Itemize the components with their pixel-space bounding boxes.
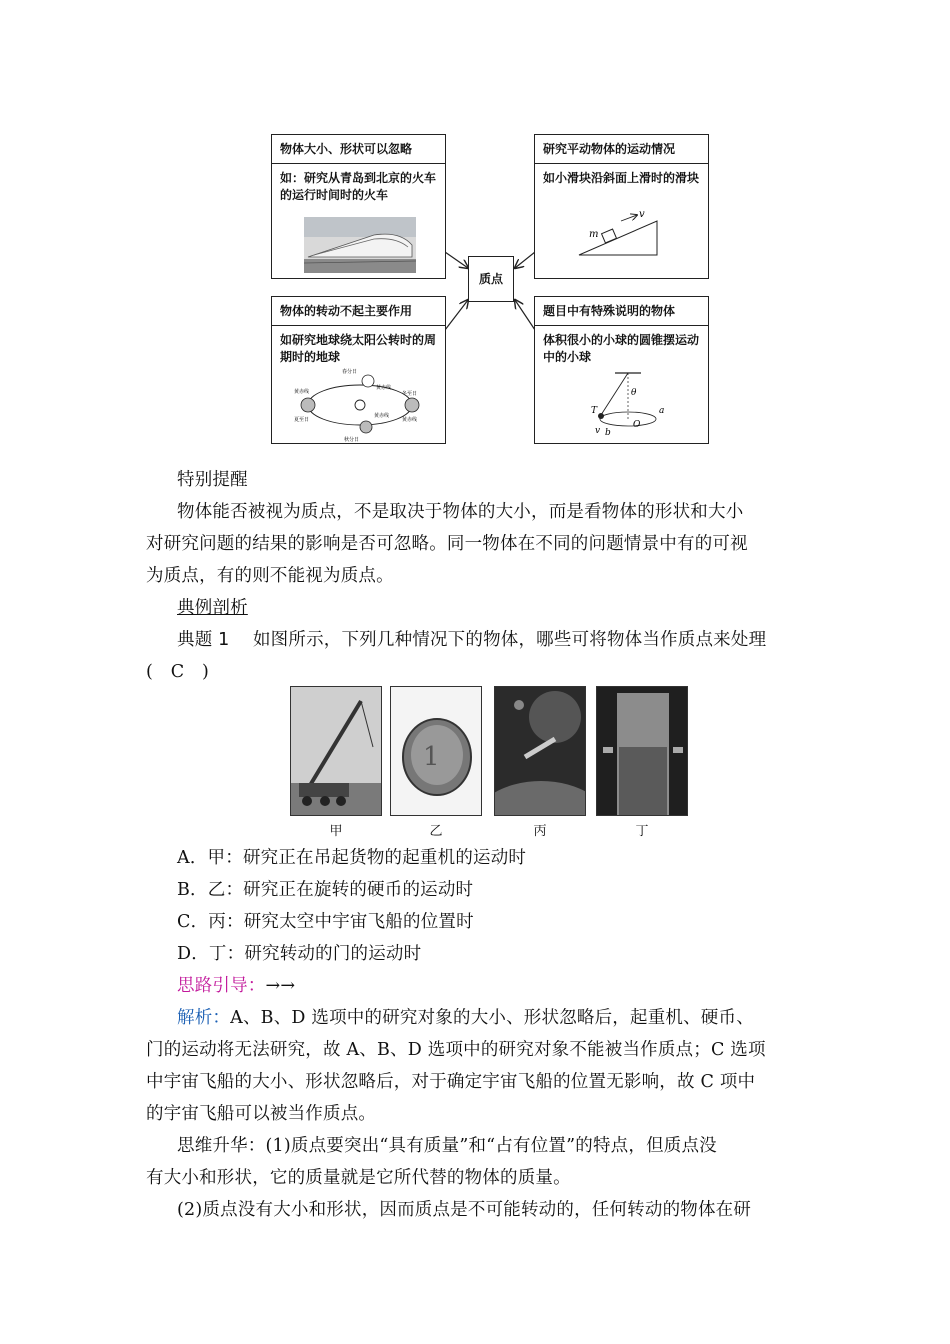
box-translational-motion [534,134,709,279]
orbit-label-3: 冬至日 [402,391,418,397]
box4-desc: 体积很小的小球的圆锥摆运动中的小球 [543,333,700,364]
center-point-mass-box [468,256,514,302]
svg-text:1: 1 [423,742,440,772]
box2-title: 研究平动物体的运动情况 [535,135,708,164]
label-a: a [659,406,665,416]
orbit-label-1: 春分日 [342,369,358,375]
box4-title: 题目中有特殊说明的物体 [535,297,708,326]
box-rotation-negligible [271,296,446,444]
arrow-top-left [445,252,468,268]
center-label: 质点 [478,272,503,286]
analysis-line-3: 中宇宙飞船的大小、形状忽略后，对于确定宇宙飞船的位置无影响，故 C 项中 [146,1072,756,1092]
special-note-heading: 特别提醒 [177,470,248,490]
label-b: b [605,428,611,438]
thinking-guide-text: →→ [265,976,296,996]
arrow-bottom-right [515,300,535,330]
arrow-top-right [515,252,535,268]
box-size-negligible [271,134,446,279]
sublimation-line-1 [177,1130,717,1162]
caption-yi: 乙 [429,824,443,839]
example-label: 典题 1 [177,630,230,650]
label-theta: θ [631,388,637,398]
incline-slider-figure [565,205,695,265]
earth-orbit-figure [292,367,432,443]
analysis-label: 解析： [177,1008,231,1028]
box3-desc: 如研究地球绕太阳公转时的周期时的地球 [280,333,437,364]
option-a: A．甲：研究正在吊起货物的起重机的运动时 [177,848,527,868]
photo-spaceship [494,686,586,816]
caption-ding: 丁 [635,824,649,839]
caption-jia: 甲 [329,824,343,839]
example-question-line [177,624,766,656]
option-b: B．乙：研究正在旋转的硬币的运动时 [177,880,474,900]
orbit-label-2: 黄赤线 [376,385,392,391]
analysis-text-1: A、B、D 选项中的研究对象的大小、形状忽略后，起重机、硬币、 [230,1008,754,1028]
thinking-guide-label: 思路引导： [177,976,266,996]
analysis-line-2: 门的运动将无法研究，故 A、B、D 选项中的研究对象不能被当作质点；C 选项 [146,1040,766,1060]
diagram-connectors [0,0,950,460]
sublimation-line-2: 有大小和形状，它的质量就是它所代替的物体的质量。 [146,1168,571,1188]
label-O: O [633,420,641,430]
label-v: v [595,426,601,436]
thinking-guide [177,970,295,1002]
special-note-line-2: 对研究问题的结果的影响是否可忽略。同一物体在不同的问题情景中有的可视 [146,534,748,554]
conical-pendulum-figure [575,369,685,443]
analysis-line-1 [177,1002,754,1034]
box1-title: 物体大小、形状可以忽略 [272,135,445,164]
box3-title: 物体的转动不起主要作用 [272,297,445,326]
caption-bing: 丙 [533,824,547,839]
example-answer: ( C ) [146,662,210,682]
special-note-line-1: 物体能否被视为质点，不是取决于物体的大小，而是看物体的形状和大小 [177,502,744,522]
box1-desc: 如：研究从青岛到北京的火车的运行时间时的火车 [280,171,437,202]
label-T: T [591,406,598,416]
sublimation-text-1: (1)质点要突出“具有质量”和“占有位置”的特点，但质点没 [265,1136,717,1156]
option-c: C．丙：研究太空中宇宙飞船的位置时 [177,912,474,932]
sun [355,400,365,410]
example-question: 如图所示，下列几种情况下的物体，哪些可将物体当作质点来处理 [252,630,767,650]
slider-block [602,229,617,243]
arrow-bottom-left [445,300,468,330]
photo-door [596,686,688,816]
box2-desc: 如小滑块沿斜面上滑时的滑块 [543,171,700,185]
orbit-label-6: 秋分日 [344,437,360,443]
box-special-description [534,296,709,444]
example-section-heading: 典例剖析 [177,598,248,618]
label-v: v [639,209,645,220]
special-note-line-3: 为质点，有的则不能视为质点。 [146,566,394,586]
sublimation-label: 思维升华： [177,1136,266,1156]
orbit-label-5: 夏至日 [294,417,310,423]
option-d: D．丁：研究转动的门的运动时 [177,944,422,964]
photo-coin [390,686,482,816]
photo-crane [290,686,382,816]
orbit-label-8: 黄赤线 [402,417,418,423]
label-m: m [589,229,599,240]
sublimation-line-3: (2)质点没有大小和形状，因而质点是不可能转动的，任何转动的物体在研 [177,1200,752,1220]
analysis-line-4: 的宇宙飞船可以被当作质点。 [146,1104,377,1124]
train-image [304,217,416,273]
orbit-label-4: 黄赤线 [294,389,310,395]
orbit-label-7: 黄赤线 [374,413,390,419]
